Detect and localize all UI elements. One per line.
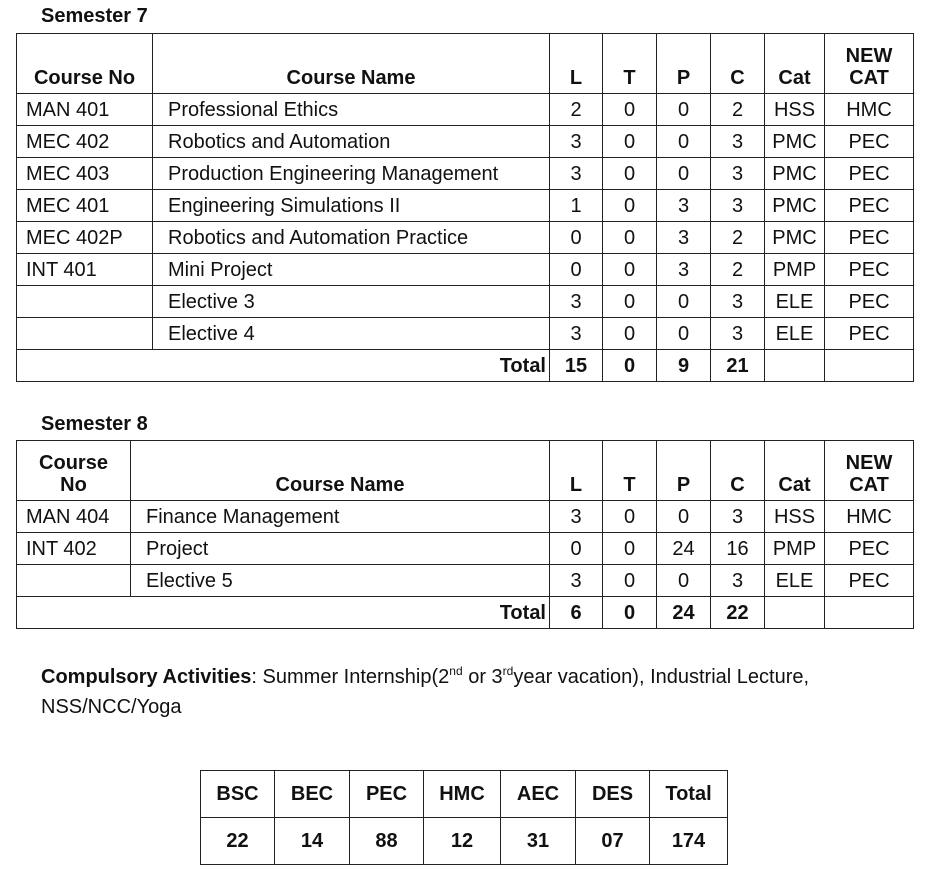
l-cell: 3 <box>550 286 603 318</box>
course-no-cell: INT 402 <box>17 533 131 565</box>
course-name-cell: Engineering Simulations II <box>153 190 550 222</box>
semester-7-title: Semester 7 <box>41 5 148 27</box>
header-t: T <box>603 34 657 94</box>
c-cell: 3 <box>711 501 765 533</box>
t-cell: 0 <box>603 126 657 158</box>
compulsory-label: Compulsory Activities <box>41 666 252 688</box>
t-cell: 0 <box>603 94 657 126</box>
course-no-cell: MAN 404 <box>17 501 131 533</box>
cat-cell: PMC <box>765 190 825 222</box>
table-row <box>17 126 914 158</box>
cat-cell: ELE <box>765 286 825 318</box>
cat-cell: PMP <box>765 254 825 286</box>
new-cat-cell: PEC <box>825 126 914 158</box>
total-cat-cell <box>765 350 825 382</box>
compulsory-sup-2: rd <box>502 664 514 678</box>
cat-cell: ELE <box>765 565 825 597</box>
total-label: Total <box>17 597 550 629</box>
t-cell: 0 <box>603 158 657 190</box>
total-new-cat-cell <box>825 597 914 629</box>
summary-value-pec: 88 <box>350 818 424 865</box>
l-cell: 0 <box>550 533 603 565</box>
t-cell: 0 <box>603 533 657 565</box>
header-new-cat <box>825 441 914 501</box>
total-l-cell: 15 <box>550 350 603 382</box>
course-no-cell: MEC 403 <box>17 158 153 190</box>
new-cat-cell: PEC <box>825 222 914 254</box>
semester-8-title: Semester 8 <box>41 413 148 435</box>
summary-header-bec: BEC <box>275 771 350 818</box>
p-cell: 24 <box>657 533 711 565</box>
course-name-cell: Professional Ethics <box>153 94 550 126</box>
header-cat: Cat <box>765 34 825 94</box>
cat-cell: PMC <box>765 126 825 158</box>
p-cell: 0 <box>657 126 711 158</box>
course-name-cell: Production Engineering Management <box>153 158 550 190</box>
c-cell: 3 <box>711 126 765 158</box>
l-cell: 3 <box>550 318 603 350</box>
header-p: P <box>657 34 711 94</box>
l-cell: 3 <box>550 158 603 190</box>
p-cell: 0 <box>657 158 711 190</box>
course-no-cell: MEC 402 <box>17 126 153 158</box>
table-row <box>17 222 914 254</box>
cat-cell: PMP <box>765 533 825 565</box>
table-row <box>17 318 914 350</box>
table-header-row <box>17 34 914 94</box>
new-cat-cell: HMC <box>825 501 914 533</box>
new-cat-cell: PEC <box>825 158 914 190</box>
summary-value-total: 174 <box>650 818 728 865</box>
new-cat-cell: PEC <box>825 565 914 597</box>
compulsory-text-2: or 3 <box>462 666 503 688</box>
course-name-cell: Finance Management <box>131 501 550 533</box>
c-cell: 2 <box>711 94 765 126</box>
p-cell: 0 <box>657 565 711 597</box>
total-new-cat-cell <box>825 350 914 382</box>
new-cat-cell: PEC <box>825 318 914 350</box>
header-cat: Cat <box>765 441 825 501</box>
l-cell: 3 <box>550 126 603 158</box>
cat-cell: ELE <box>765 318 825 350</box>
course-name-cell: Elective 5 <box>131 565 550 597</box>
table-row <box>17 254 914 286</box>
compulsory-activities <box>41 662 881 722</box>
c-cell: 3 <box>711 286 765 318</box>
total-cat-cell <box>765 597 825 629</box>
course-name-cell: Mini Project <box>153 254 550 286</box>
course-no-cell <box>17 318 153 350</box>
c-cell: 3 <box>711 158 765 190</box>
c-cell: 2 <box>711 222 765 254</box>
course-name-cell: Elective 3 <box>153 286 550 318</box>
course-name-cell: Project <box>131 533 550 565</box>
header-t: T <box>603 441 657 501</box>
summary-header-hmc: HMC <box>424 771 501 818</box>
t-cell: 0 <box>603 222 657 254</box>
table-row <box>17 158 914 190</box>
new-cat-cell: PEC <box>825 533 914 565</box>
cat-cell: HSS <box>765 501 825 533</box>
header-l: L <box>550 441 603 501</box>
summary-header-pec: PEC <box>350 771 424 818</box>
total-t-cell: 0 <box>603 597 657 629</box>
summary-value-hmc: 12 <box>424 818 501 865</box>
course-no-cell: MEC 402P <box>17 222 153 254</box>
header-course-no: Course No <box>17 34 153 94</box>
c-cell: 16 <box>711 533 765 565</box>
header-p: P <box>657 441 711 501</box>
c-cell: 3 <box>711 318 765 350</box>
p-cell: 0 <box>657 94 711 126</box>
total-c-cell: 21 <box>711 350 765 382</box>
total-label: Total <box>17 350 550 382</box>
new-cat-cell: PEC <box>825 286 914 318</box>
header-course-name: Course Name <box>131 441 550 501</box>
summary-value-bsc: 22 <box>201 818 275 865</box>
t-cell: 0 <box>603 190 657 222</box>
header-course-no-line1: Course <box>39 452 108 474</box>
summary-value-bec: 14 <box>275 818 350 865</box>
semester-8-table <box>16 440 914 629</box>
header-new-cat-line2: CAT <box>849 474 889 496</box>
l-cell: 0 <box>550 222 603 254</box>
p-cell: 3 <box>657 190 711 222</box>
table-row <box>17 286 914 318</box>
header-course-name: Course Name <box>153 34 550 94</box>
summary-header-row <box>201 771 728 818</box>
new-cat-cell: PEC <box>825 190 914 222</box>
t-cell: 0 <box>603 254 657 286</box>
header-course-no <box>17 441 131 501</box>
p-cell: 0 <box>657 286 711 318</box>
c-cell: 3 <box>711 190 765 222</box>
course-no-cell: MEC 401 <box>17 190 153 222</box>
header-c: C <box>711 441 765 501</box>
summary-value-row <box>201 818 728 865</box>
total-l-cell: 6 <box>550 597 603 629</box>
course-no-cell: MAN 401 <box>17 94 153 126</box>
compulsory-sup-1: nd <box>449 664 463 678</box>
p-cell: 0 <box>657 318 711 350</box>
p-cell: 3 <box>657 222 711 254</box>
course-no-cell: INT 401 <box>17 254 153 286</box>
l-cell: 3 <box>550 501 603 533</box>
table-row <box>17 190 914 222</box>
table-row <box>17 94 914 126</box>
summary-value-des: 07 <box>576 818 650 865</box>
summary-value-aec: 31 <box>501 818 576 865</box>
header-new-cat-line2: CAT <box>849 67 889 89</box>
t-cell: 0 <box>603 565 657 597</box>
header-c: C <box>711 34 765 94</box>
p-cell: 0 <box>657 501 711 533</box>
c-cell: 3 <box>711 565 765 597</box>
total-c-cell: 22 <box>711 597 765 629</box>
t-cell: 0 <box>603 286 657 318</box>
course-no-cell <box>17 286 153 318</box>
total-p-cell: 24 <box>657 597 711 629</box>
new-cat-cell: HMC <box>825 94 914 126</box>
p-cell: 3 <box>657 254 711 286</box>
credit-summary-table <box>200 770 728 865</box>
header-new-cat-line1: NEW <box>845 45 893 67</box>
new-cat-cell: PEC <box>825 254 914 286</box>
t-cell: 0 <box>603 501 657 533</box>
l-cell: 1 <box>550 190 603 222</box>
table-row <box>17 501 914 533</box>
compulsory-text-1: : Summer Internship(2 <box>251 666 450 688</box>
cat-cell: PMC <box>765 158 825 190</box>
summary-header-aec: AEC <box>501 771 576 818</box>
semester-7-table <box>16 33 914 382</box>
table-row <box>17 533 914 565</box>
compulsory-text-3: year vacation), Industrial Lecture, NSS/NCC/Yoga <box>41 666 810 718</box>
total-t-cell: 0 <box>603 350 657 382</box>
cat-cell: HSS <box>765 94 825 126</box>
course-name-cell: Robotics and Automation Practice <box>153 222 550 254</box>
summary-header-total: Total <box>650 771 728 818</box>
summary-header-bsc: BSC <box>201 771 275 818</box>
total-row <box>17 350 914 382</box>
l-cell: 0 <box>550 254 603 286</box>
summary-header-des: DES <box>576 771 650 818</box>
l-cell: 2 <box>550 94 603 126</box>
l-cell: 3 <box>550 565 603 597</box>
cat-cell: PMC <box>765 222 825 254</box>
t-cell: 0 <box>603 318 657 350</box>
course-name-cell: Elective 4 <box>153 318 550 350</box>
header-course-no-line2: No <box>60 474 87 496</box>
course-no-cell <box>17 565 131 597</box>
c-cell: 2 <box>711 254 765 286</box>
total-row <box>17 597 914 629</box>
table-header-row <box>17 441 914 501</box>
table-row <box>17 565 914 597</box>
header-new-cat <box>825 34 914 94</box>
header-l: L <box>550 34 603 94</box>
header-new-cat-line1: NEW <box>845 452 893 474</box>
course-name-cell: Robotics and Automation <box>153 126 550 158</box>
total-p-cell: 9 <box>657 350 711 382</box>
